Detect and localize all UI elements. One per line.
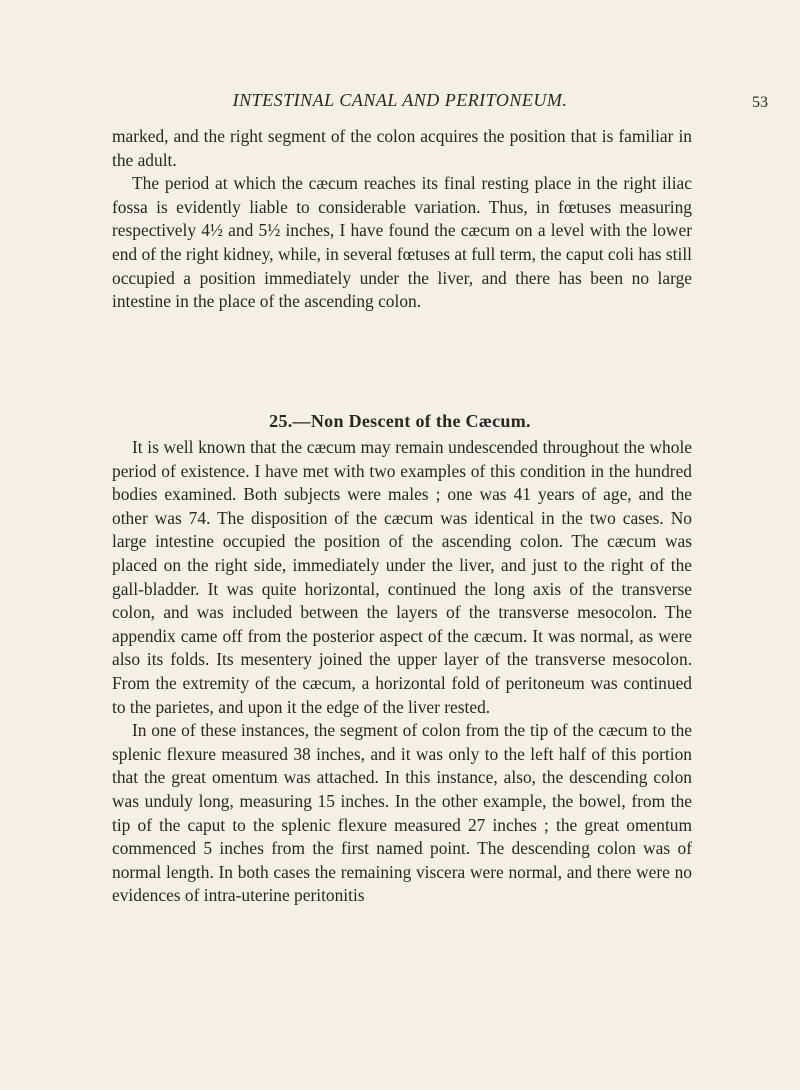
- running-head: INTESTINAL CANAL AND PERITONEUM.: [232, 90, 568, 110]
- text-block-intro: [112, 125, 692, 314]
- paragraph: It is well known that the cæcum may remain undescended throughout the whole period of existence. I have met with two examples of this condition in the hundred bodies examined. Both subjects were males ; one was 41 years of age, and the other was 74. The disposition of the cæcum was identical in the two cases. No large intestine occupied the position of the ascending colon. The cæcum was placed on the right side, immediately under the liver, and just to the right of the gall-bladder. It was quite horizontal, continued the long axis of the transverse colon, and was included between the layers of the transverse mesocolon. The appendix came off from the posterior aspect of the cæcum. It was normal, as were also its folds. Its mesentery joined the upper layer of the transverse mesocolon. From the extremity of the cæcum, a horizontal fold of peritoneum was continued to the parietes, and upon it the edge of the liver rested.: [112, 437, 692, 717]
- paragraph: marked, and the right segment of the colon acquires the position that is familiar in the adult.: [112, 126, 692, 170]
- section-heading: 25.—Non Descent of the Cæcum.: [269, 411, 531, 431]
- paragraph: The period at which the cæcum reaches its final resting place in the right iliac fossa is evidently liable to considerable variation. Thus, in fœtuses measuring respectively 4½ and 5½ inches, I have found the cæcum on a level with the lower end of the right kidney, while, in several fœtuses at full term, the caput coli has still occupied a position immediately under the liver, and there has been no large intestine in the place of the ascending colon.: [112, 173, 692, 312]
- text-block-section: [112, 436, 692, 908]
- paragraph: In one of these instances, the segment of colon from the tip of the cæcum to the splenic flexure measured 38 inches, and it was only to the left half of this portion that the great omentum was attached. In this instance, also, the descending colon was unduly long, measuring 15 inches. In the other example, the bowel, from the tip of the caput to the splenic flexure measured 27 inches ; the great omentum commenced 5 inches from the first named point. The descending colon was of normal length. In both cases the remaining viscera were normal, and there were no evidences of intra-uterine peritonitis: [112, 720, 692, 906]
- page-number: 53: [752, 94, 768, 111]
